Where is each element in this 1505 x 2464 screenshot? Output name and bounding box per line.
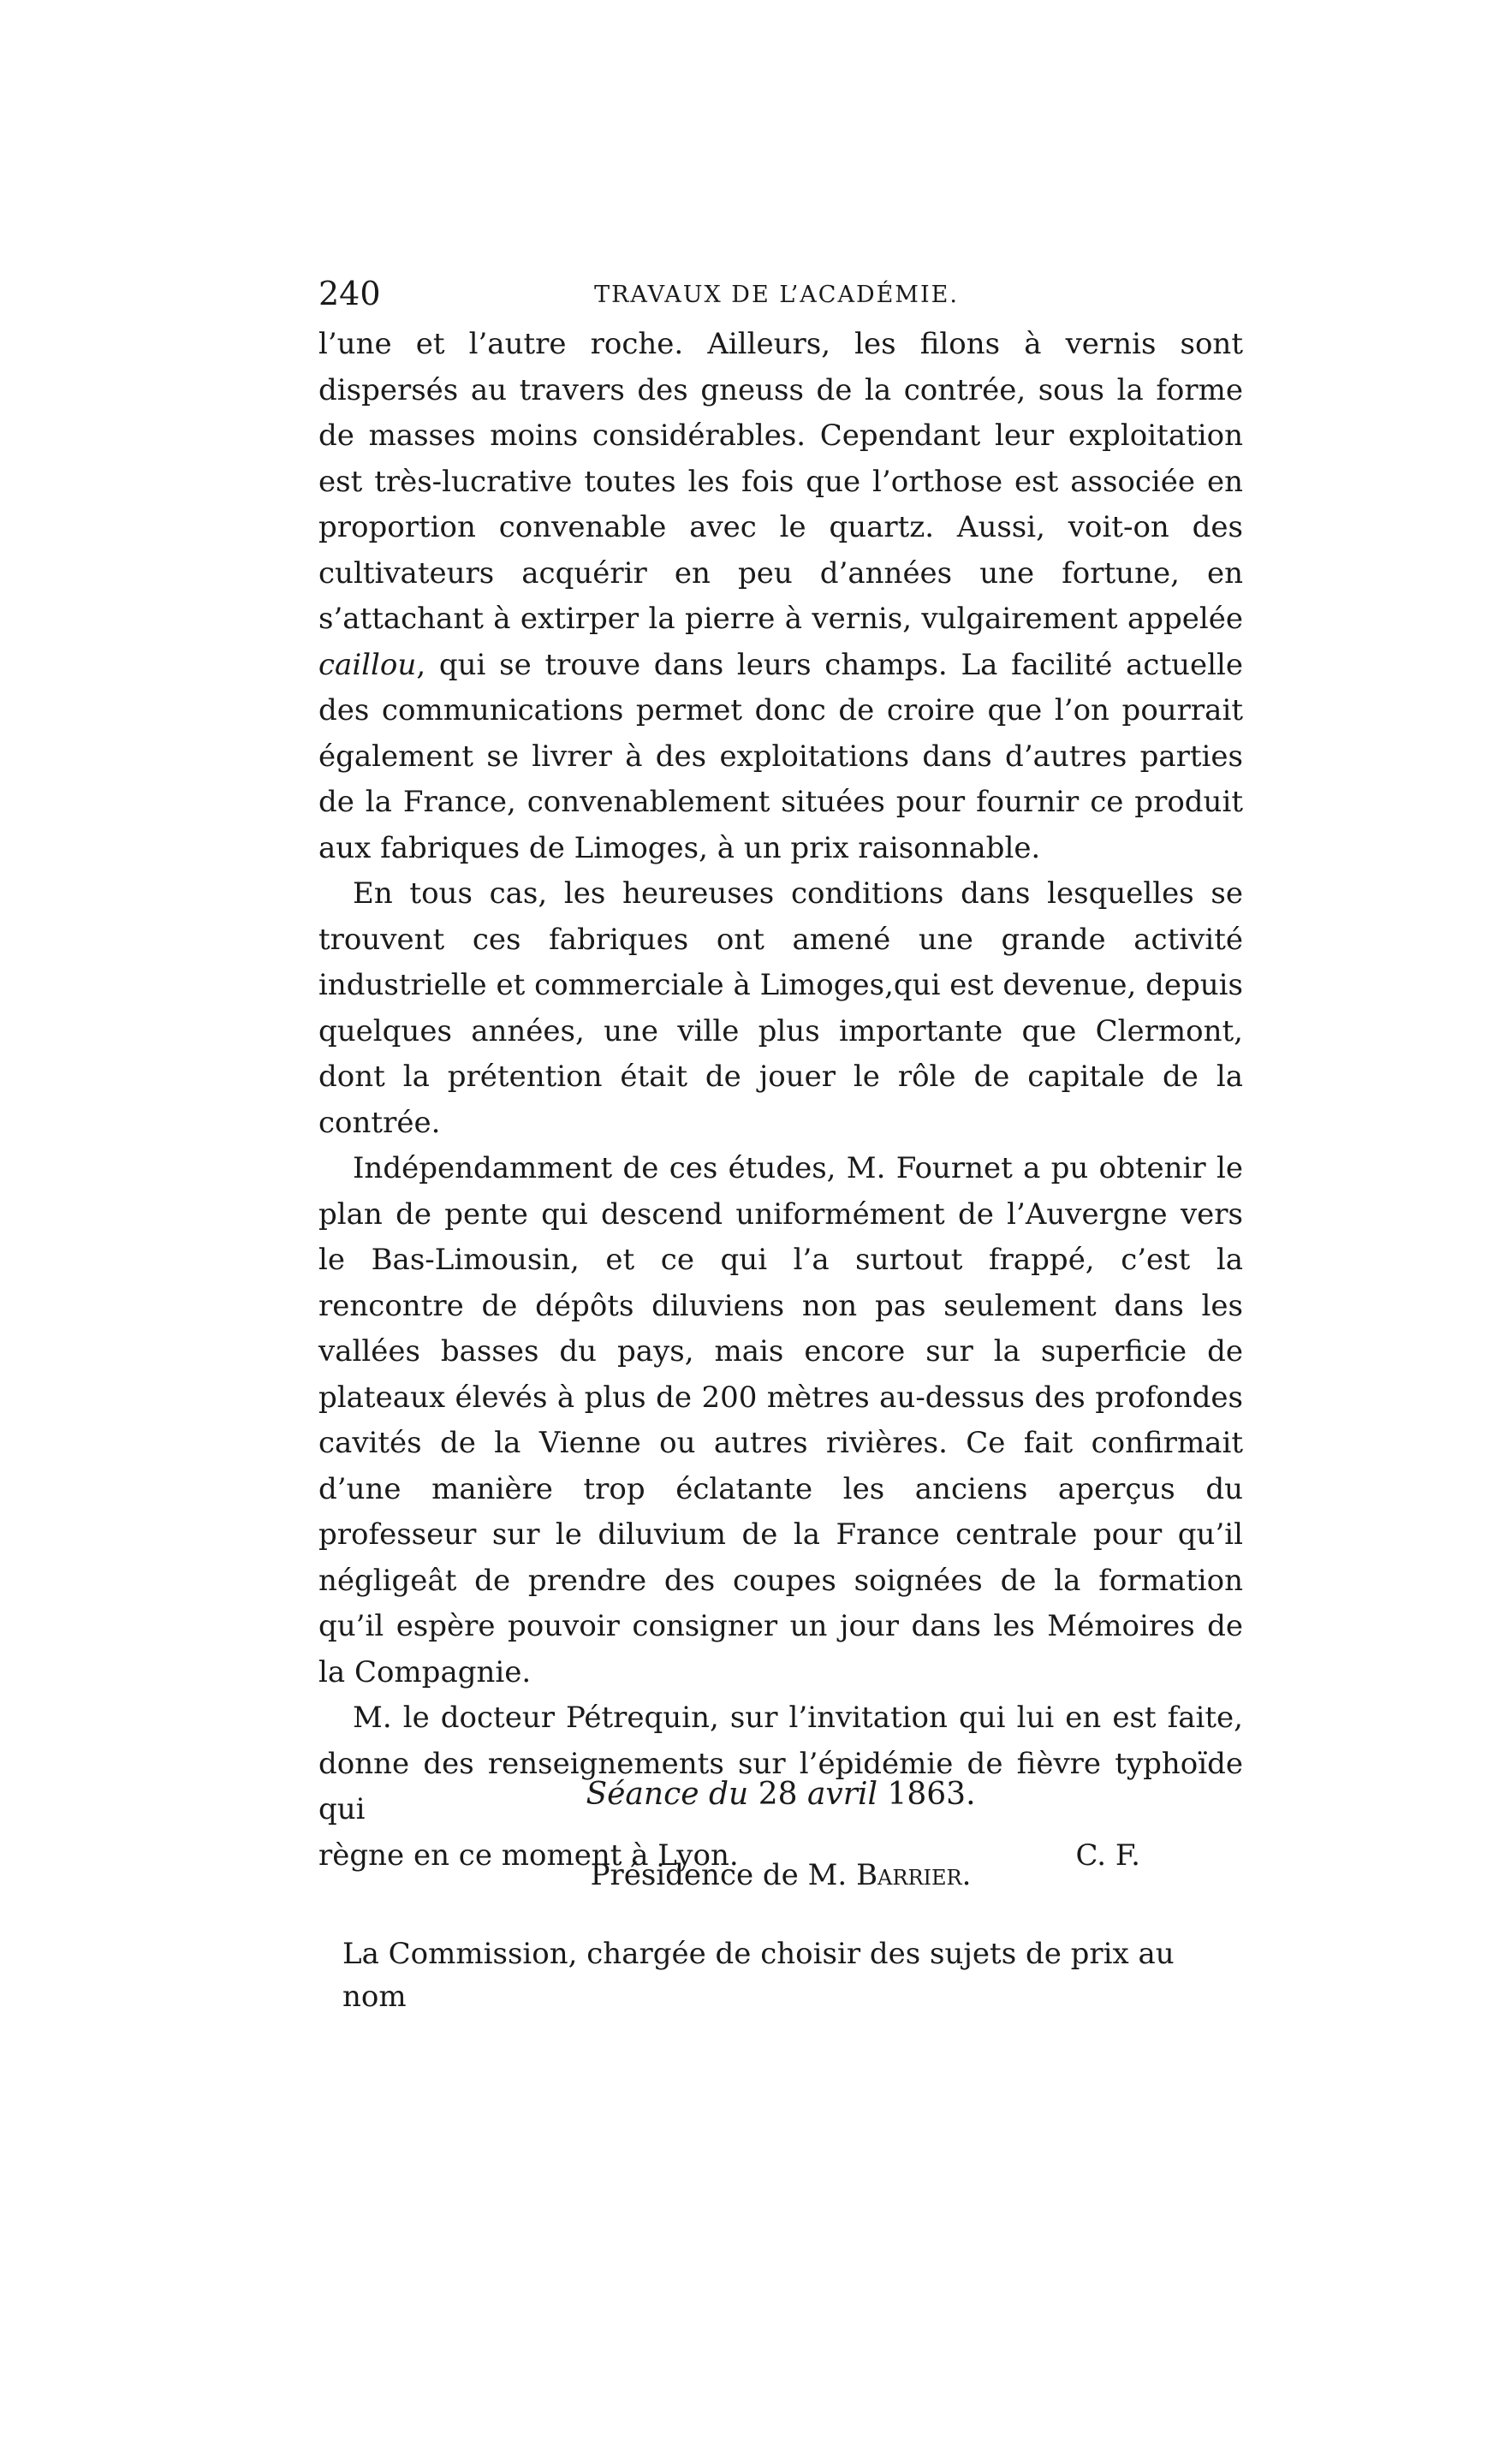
body-text <box>318 322 1243 1879</box>
author-initials: C. F. <box>1075 1838 1140 1873</box>
page-header <box>318 272 1234 315</box>
session-heading-part-1: Séance du <box>586 1777 749 1812</box>
paragraph-1 <box>318 322 1243 871</box>
page-number: 240 <box>318 275 381 312</box>
session-heading-month: avril <box>806 1777 877 1812</box>
paragraph-3: Indépendamment de ces études, M. Fournet a pu obtenir le plan de pente qui descend uniformément de l’Auvergne vers le Bas-Limousin, et ce qui l’a surtout frappé, c’est la rencontre de dépôts diluviens non pas seulement dans les vallées basses du pays, mais encore sur la superficie de plateaux élevés à plus de 200 mètres au-dessus des profondes cavités de la Vienne ou autres rivières. Ce fait confirmait d’une manière trop éclatante les anciens aperçus du professeur sur le diluvium de la France centrale pour qu’il négligeât de prendre des coupes soignées de la formation qu’il espère pouvoir consigner un jour dans les Mémoires de la Compagnie. <box>318 1151 1243 1689</box>
presidency-prefix: Présidence de M. <box>590 1858 848 1892</box>
paragraph-1-text-b: , qui se trouve dans leurs champs. La facilité actuelle des communications permet donc de croire que l’on pourrait également se livrer à des exploitations dans d’autres parties de la France, convenablement situées pour fournir ce produit aux fabriques de Limoges, à un prix raisonnable. <box>318 647 1243 865</box>
paragraph-1-text-a: l’une et l’autre roche. Ailleurs, les filons à vernis sont dispersés au travers des gneuss de la contrée, sous la forme de masses moins considérables. Cependant leur exploitation est très-lucrative toutes les fois que l’orthose est associée en proportion convenable avec le quartz. Aussi, voit-on des cultivateurs acquérir en peu d’années une fortune, en s’attachant à extirper la pierre à vernis, vulgairement appelée <box>318 327 1243 636</box>
closing-paragraph: La Commission, chargée de choisir des sujets de prix au nom <box>342 1937 1175 2014</box>
paragraph-1-italic-term: caillou <box>318 647 417 682</box>
president-name: Barrier. <box>856 1858 972 1892</box>
presidency-line <box>318 1854 1243 1897</box>
session-heading-year: 1863. <box>887 1777 976 1812</box>
session-heading-day: 28 <box>758 1777 798 1812</box>
running-title: TRAVAUX DE L’ACADÉMIE. <box>594 282 959 308</box>
paragraph-4-last-line: règne en ce moment à Lyon. <box>318 1838 739 1873</box>
paragraph-4: M. le docteur Pétrequin, sur l’invitation qui lui en est faite, donne des renseignements sur l’épidémie de fièvre typhoïde qui <box>318 1701 1243 1826</box>
session-heading <box>318 1773 1243 1816</box>
paragraph-2: En tous cas, les heureuses conditions dans lesquelles se trouvent ces fabriques ont amené une grande activité industrielle et commerciale à Limoges,qui est devenue, depuis quelques années, une ville plus importante que Clermont, dont la prétention était de jouer le rôle de capitale de la contrée. <box>318 876 1243 1140</box>
